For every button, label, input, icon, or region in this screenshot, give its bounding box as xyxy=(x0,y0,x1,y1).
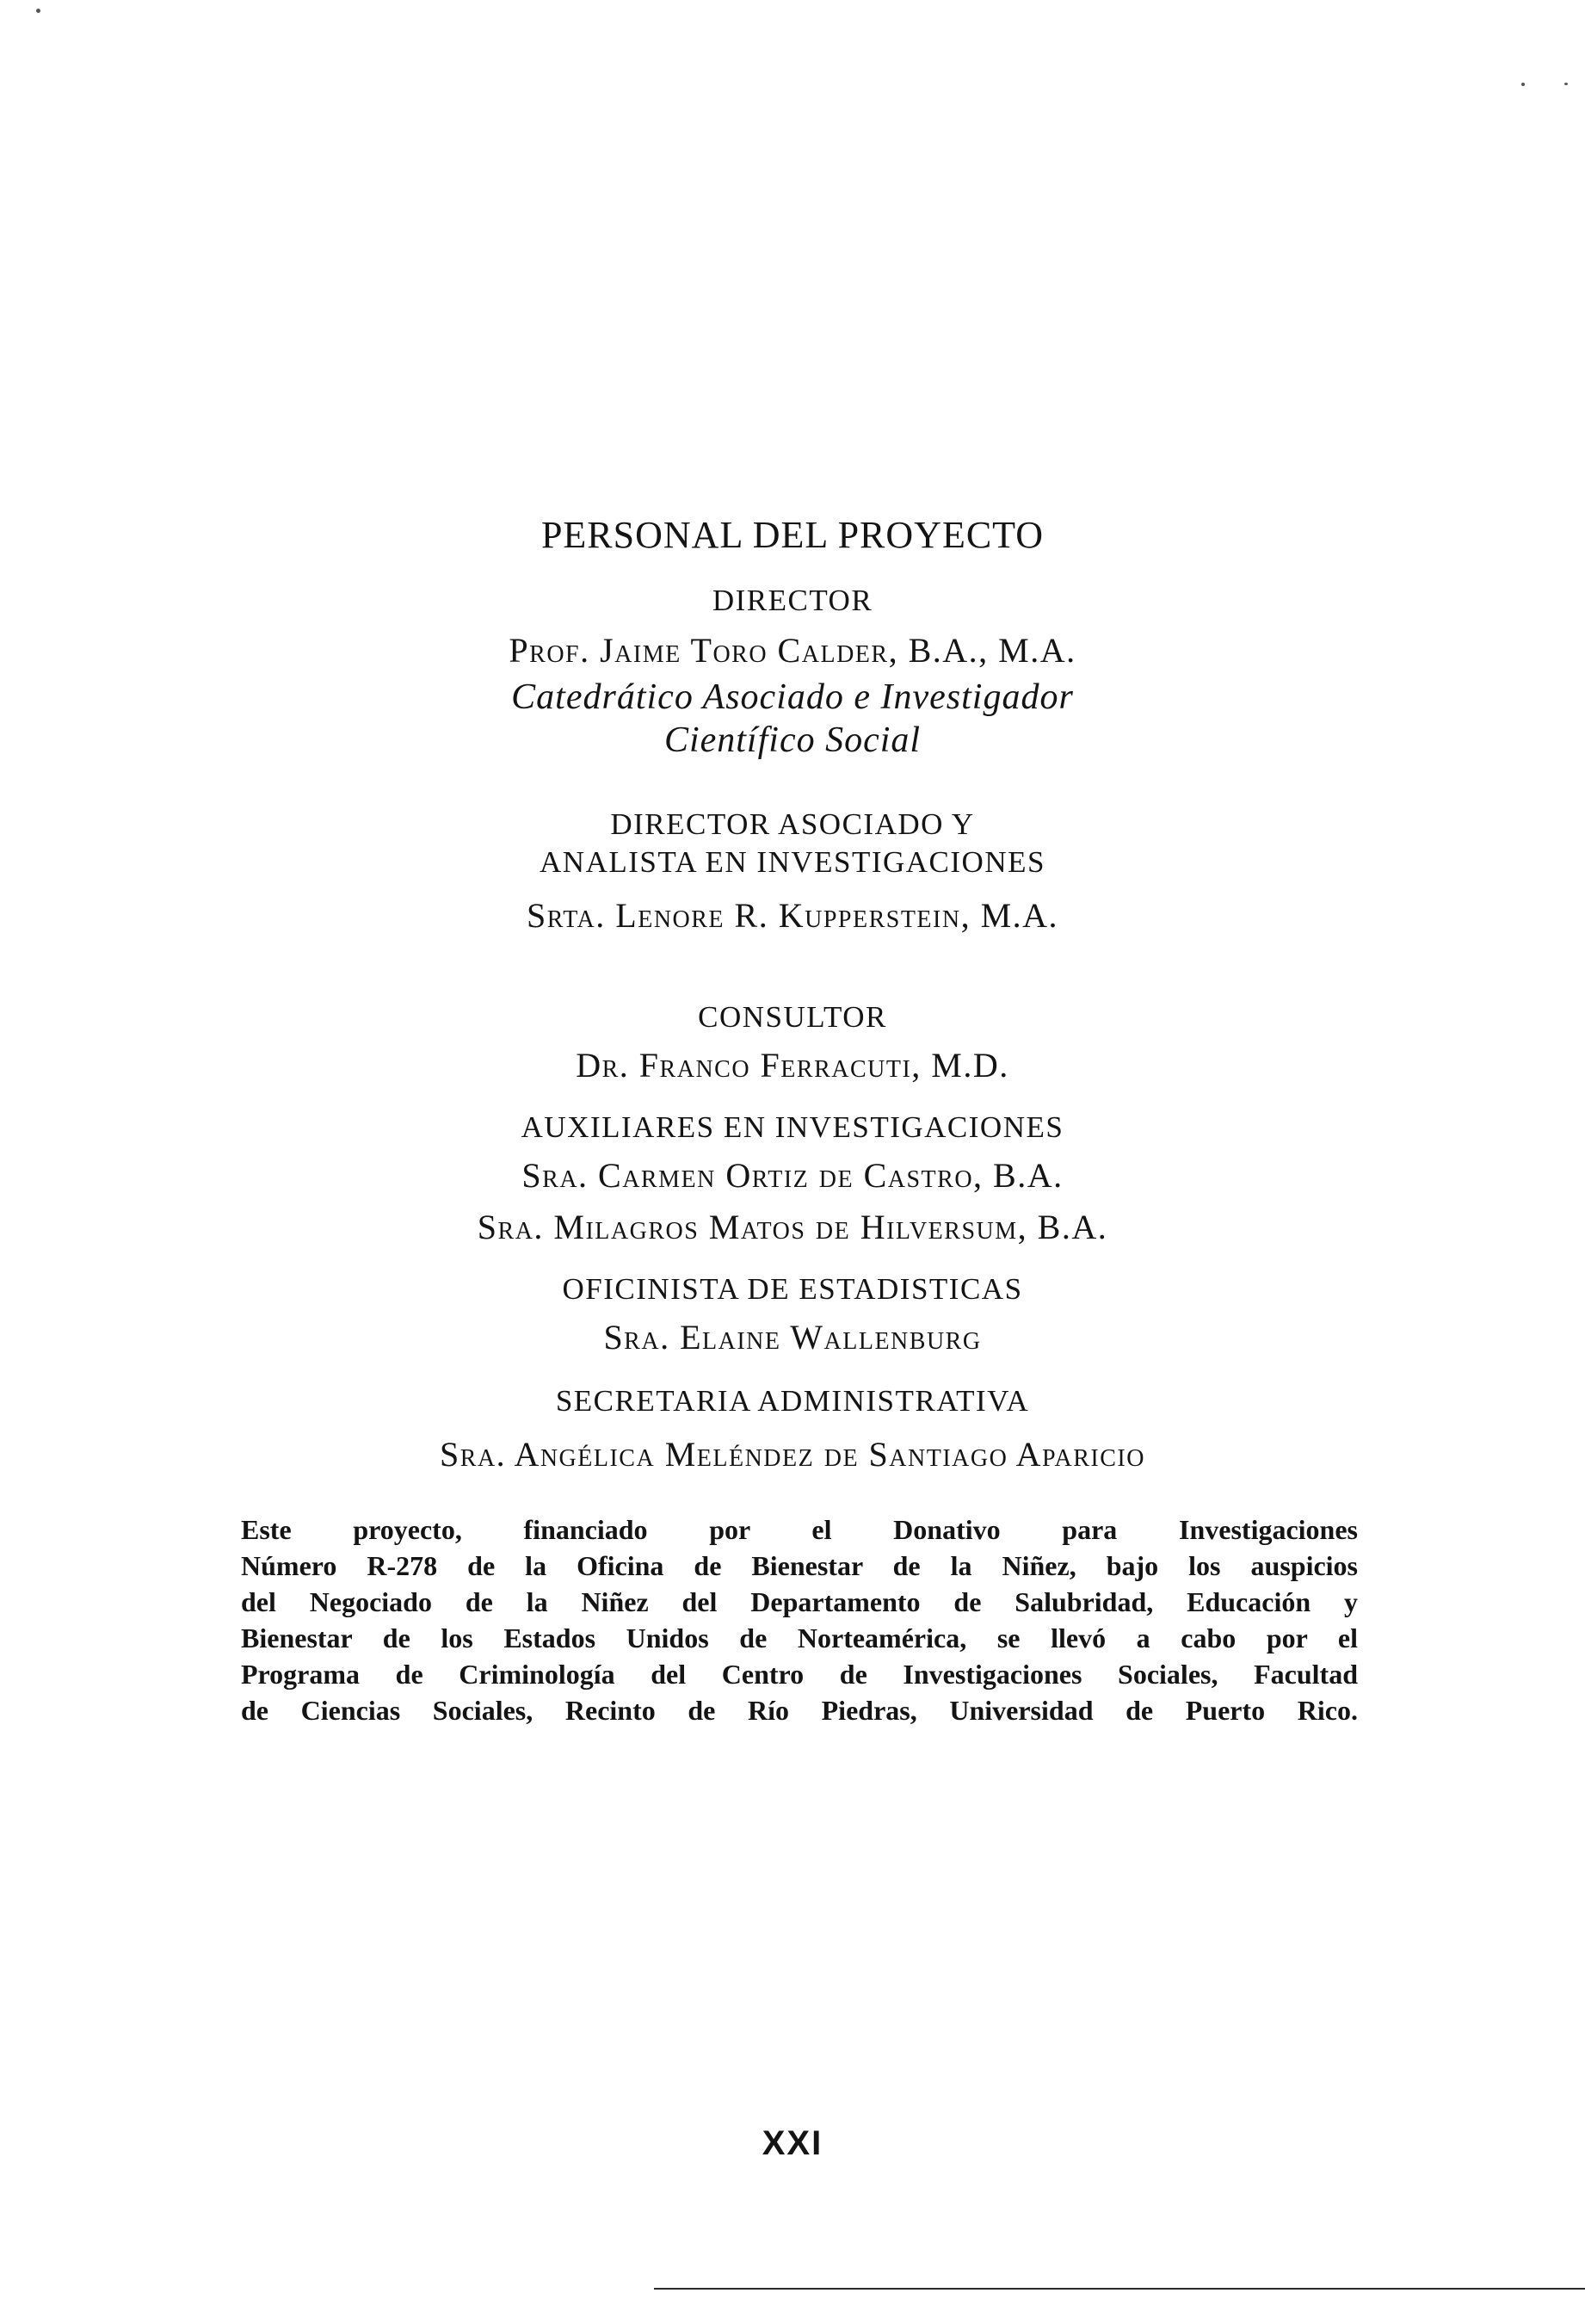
director-role: DIRECTOR xyxy=(712,584,873,617)
statistics-clerk-name: Sra. Elaine Wallenburg xyxy=(603,1318,982,1357)
director-name: Prof. Jaime Toro Calder, B.A., M.A. xyxy=(509,631,1076,670)
associate-director-role-line2: ANALISTA EN INVESTIGACIONES xyxy=(540,845,1045,879)
consultant-name: Dr. Franco Ferracuti, M.D. xyxy=(576,1046,1009,1085)
funding-note-line: del Negociado de la Niñez del Departamento de Salubridad, Educación y xyxy=(241,1586,1358,1617)
director-title-line1: Catedrático Asociado e Investigador xyxy=(511,677,1074,717)
assistants-role: AUXILIARES EN INVESTIGACIONES xyxy=(521,1110,1064,1144)
scan-speck xyxy=(36,9,40,13)
funding-note-line: Este proyecto, financiado por el Donativo para Investigaciones xyxy=(241,1514,1358,1545)
scan-speck xyxy=(1564,83,1568,85)
secretary-name: Sra. Angélica Meléndez de Santiago Aparicio xyxy=(440,1435,1145,1474)
assistant-name-1: Sra. Carmen Ortiz de Castro, B.A. xyxy=(521,1156,1064,1195)
funding-note xyxy=(241,1511,1358,1728)
funding-note-line: Número R-278 de la Oficina de Bienestar de la Niñez, bajo los auspicios xyxy=(241,1550,1358,1581)
associate-director-role-line1: DIRECTOR ASOCIADO Y xyxy=(610,807,975,841)
funding-note-line: de Ciencias Sociales, Recinto de Río Piedras, Universidad de Puerto Rico. xyxy=(241,1695,1358,1726)
consultant-role: CONSULTOR xyxy=(698,1000,887,1034)
scan-speck xyxy=(1521,83,1525,86)
associate-director-name: Srta. Lenore R. Kupperstein, M.A. xyxy=(526,896,1059,935)
statistics-clerk-role: OFICINISTA DE ESTADISTICAS xyxy=(562,1272,1023,1306)
bottom-rule xyxy=(654,2288,1585,2290)
director-title-line2: Científico Social xyxy=(663,720,922,760)
assistant-name-2: Sra. Milagros Matos de Hilversum, B.A. xyxy=(477,1208,1108,1246)
secretary-role: SECRETARIA ADMINISTRATIVA xyxy=(555,1384,1030,1418)
page-heading: PERSONAL DEL PROYECTO xyxy=(540,514,1045,556)
funding-note-line: Bienestar de los Estados Unidos de Norteamérica, se llevó a cabo por el xyxy=(241,1622,1358,1653)
page-number: XXI xyxy=(762,2124,823,2162)
funding-note-line: Programa de Criminología del Centro de Investigaciones Sociales, Facultad xyxy=(241,1659,1358,1690)
